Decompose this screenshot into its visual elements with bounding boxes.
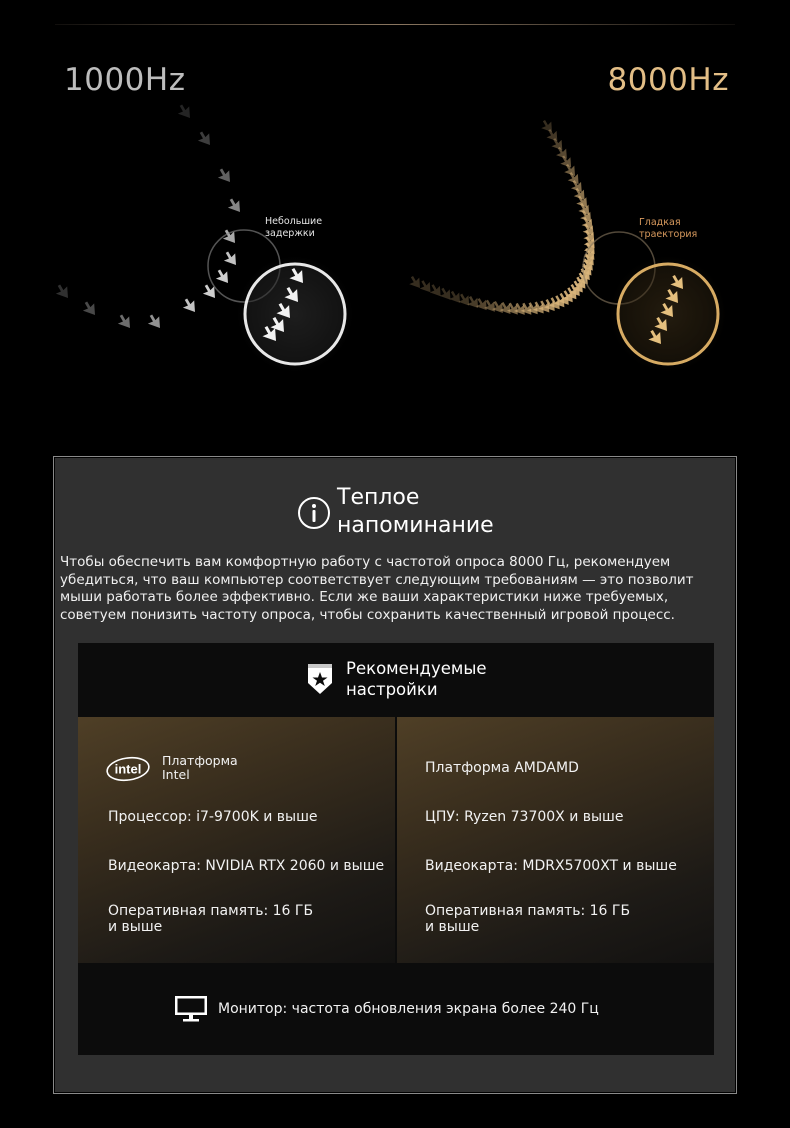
cursor-arrow-icon bbox=[216, 270, 228, 284]
shield-star-icon bbox=[307, 663, 333, 695]
recommended-header bbox=[307, 658, 487, 700]
monitor-icon bbox=[174, 995, 208, 1023]
recommended-title-line2: настройки bbox=[346, 680, 438, 699]
intel-requirements bbox=[78, 717, 395, 963]
amd-ram bbox=[425, 903, 630, 935]
reminder-title-line1: Теплое bbox=[337, 485, 420, 510]
intel-platform bbox=[162, 754, 238, 782]
cursor-arrow-icon bbox=[198, 132, 210, 146]
reminder-body: Чтобы обеспечить вам комфортную работу с частотой опроса 8000 Гц, рекомендуем убедиться, что ваш компьютер соответствует следующим требованиям — это позволит мыши работать более эффективно. Если же ваши характеристики ниже требуемых, советуем понизить частоту опроса, чтобы сохранить качественный игровой процесс. bbox=[60, 554, 694, 623]
cursor-arrow-icon bbox=[83, 302, 95, 316]
cursor-arrow-icon bbox=[118, 315, 130, 329]
cursor-arrow-icon bbox=[218, 169, 230, 183]
intel-logo bbox=[106, 754, 152, 784]
reminder-title-line2: напоминание bbox=[337, 513, 494, 538]
reminder-header bbox=[297, 484, 494, 540]
smooth-trajectory-note bbox=[639, 217, 697, 241]
intel-gpu: Видеокарта: NVIDIA RTX 2060 и выше bbox=[108, 858, 385, 874]
amd-ram-line1: Оперативная память: 16 ГБ bbox=[425, 903, 631, 919]
intel-ram-line2: и выше bbox=[108, 919, 163, 935]
smooth-trajectory-note-line2: траектория bbox=[639, 229, 698, 240]
small-latency-note-line2: задержки bbox=[265, 228, 315, 239]
cursor-arrow-icon bbox=[183, 299, 195, 313]
monitor-text: Монитор: частота обновления экрана более 240 Гц bbox=[218, 1001, 599, 1017]
recommended-title-line1: Рекомендуемые bbox=[346, 659, 487, 678]
cursor-arrow-icon bbox=[458, 294, 469, 306]
amd-gpu: Видеокарта: MDRX5700XT и выше bbox=[425, 858, 677, 874]
cursor-arrow-icon bbox=[178, 105, 190, 119]
cursor-trajectory-illustration bbox=[0, 95, 790, 395]
intel-ram-line1: Оперативная память: 16 ГБ bbox=[108, 903, 314, 919]
reminder-panel bbox=[53, 456, 737, 1094]
cursor-arrow-icon bbox=[203, 285, 215, 299]
recommended-title bbox=[346, 658, 487, 700]
monitor-requirement bbox=[174, 995, 599, 1023]
top-divider bbox=[55, 24, 735, 25]
intel-ram bbox=[108, 903, 313, 935]
cursor-arrow-icon bbox=[409, 276, 420, 288]
cursor-arrow-icon bbox=[56, 285, 68, 299]
recommended-settings bbox=[78, 643, 714, 1055]
reminder-title bbox=[337, 484, 494, 540]
amd-platform: Платформа AMDAMD bbox=[425, 760, 579, 776]
polling-rate-1000: 1000Hz bbox=[64, 62, 186, 98]
info-icon bbox=[297, 496, 331, 530]
amd-requirements bbox=[397, 717, 714, 963]
smooth-trajectory-note-line1: Гладкая bbox=[639, 217, 681, 228]
small-latency-note-line1: Небольшие bbox=[265, 216, 323, 227]
intel-cpu: Процессор: i7-9700K и выше bbox=[108, 809, 318, 825]
cursor-arrow-icon bbox=[449, 291, 460, 303]
cursor-arrow-icon bbox=[224, 252, 236, 266]
polling-rate-8000: 8000Hz bbox=[607, 62, 729, 98]
small-latency-note bbox=[265, 216, 322, 240]
cursor-arrow-icon bbox=[440, 288, 451, 300]
svg-text:intel: intel bbox=[114, 761, 142, 777]
intel-platform-line1: Платформа bbox=[162, 753, 238, 768]
cursor-arrow-icon bbox=[420, 280, 431, 292]
cursor-arrow-icon bbox=[430, 284, 441, 296]
amd-ram-line2: и выше bbox=[425, 919, 480, 935]
cursor-arrow-icon bbox=[148, 315, 160, 329]
amd-cpu: ЦПУ: Ryzen 73700X и выше bbox=[425, 809, 624, 825]
intel-platform-line2: Intel bbox=[162, 767, 190, 782]
cursor-arrow-icon bbox=[228, 199, 240, 213]
